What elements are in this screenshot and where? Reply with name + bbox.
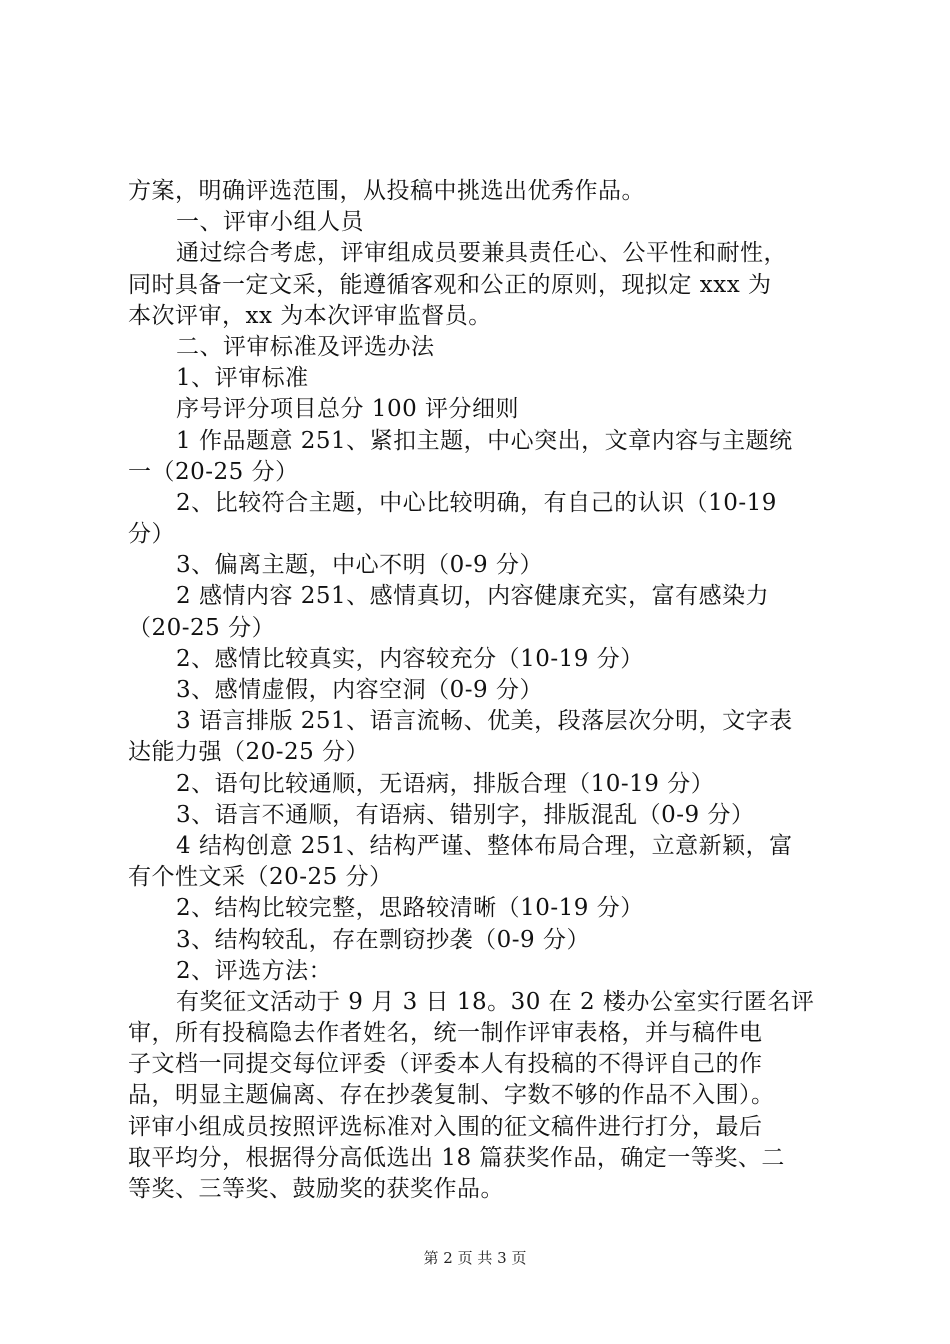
text-line: 4 结构创意 251、结构严谨、整体布局合理，立意新颖，富 — [176, 832, 793, 859]
text-line: 子文档一同提交每位评委（评委本人有投稿的不得评自己的作 — [128, 1051, 763, 1078]
text-line: 二、评审标准及评选办法 — [176, 333, 435, 360]
text-line: 2 感情内容 251、感情真切，内容健康充实，富有感染力 — [176, 583, 770, 610]
text-line: 序号评分项目总分 100 评分细则 — [176, 396, 520, 423]
text-line: （20-25 分） — [128, 614, 276, 641]
text-line: 3、语言不通顺，有语病、错别字，排版混乱（0-9 分） — [176, 801, 755, 828]
text-line: 本次评审，xx 为本次评审监督员。 — [128, 302, 492, 329]
text-line: 2、评选方法： — [176, 957, 333, 984]
text-line: 分） — [128, 521, 175, 548]
text-line: 方案，明确评选范围，从投稿中挑选出优秀作品。 — [128, 178, 645, 204]
text-line: 有奖征文活动于 9 月 3 日 18。30 在 2 楼办公室实行匿名评 — [176, 988, 815, 1015]
text-line: 取平均分，根据得分高低选出 18 篇获奖作品，确定一等奖、二 — [128, 1144, 785, 1171]
text-line: 审，所有投稿隐去作者姓名，统一制作评审表格，并与稿件电 — [128, 1020, 763, 1047]
text-line: 达能力强（20-25 分） — [128, 739, 370, 766]
text-line: 2、结构比较完整，思路较清晰（10-19 分） — [176, 895, 644, 922]
text-line: 等奖、三等奖、鼓励奖的获奖作品。 — [128, 1176, 504, 1202]
text-line: 同时具备一定文采，能遵循客观和公正的原则，现拟定 xxx 为 — [128, 271, 772, 298]
text-line: 2、感情比较真实，内容较充分（10-19 分） — [176, 645, 644, 672]
text-line: 评审小组成员按照评选标准对入围的征文稿件进行打分，最后 — [128, 1113, 763, 1140]
text-line: 品，明显主题偏离、存在抄袭复制、字数不够的作品不入围）。 — [128, 1082, 775, 1109]
text-line: 3 语言排版 251、语言流畅、优美，段落层次分明，文字表 — [176, 708, 793, 735]
text-line: 2、比较符合主题，中心比较明确，有自己的认识（10-19 — [176, 489, 777, 516]
text-line: 通过综合考虑，评审组成员要兼具责任心、公平性和耐性， — [176, 240, 787, 267]
text-line: 有个性文采（20-25 分） — [128, 864, 393, 891]
text-line: 1、评审标准 — [176, 365, 309, 392]
text-line: 1 作品题意 251、紧扣主题，中心突出，文章内容与主题统 — [176, 427, 793, 454]
text-line: 2、语句比较通顺，无语病，排版合理（10-19 分） — [176, 770, 715, 797]
document-body — [128, 176, 836, 1205]
text-line: 一、评审小组人员 — [176, 209, 364, 236]
text-line: 3、结构较乱，存在剽窃抄袭（0-9 分） — [176, 926, 590, 953]
text-line: 3、感情虚假，内容空洞（0-9 分） — [176, 677, 543, 703]
page-footer: 第 2 页 共 3 页 — [423, 1249, 527, 1267]
text-line: 一（20-25 分） — [128, 458, 299, 485]
text-line: 3、偏离主题，中心不明（0-9 分） — [176, 552, 543, 579]
